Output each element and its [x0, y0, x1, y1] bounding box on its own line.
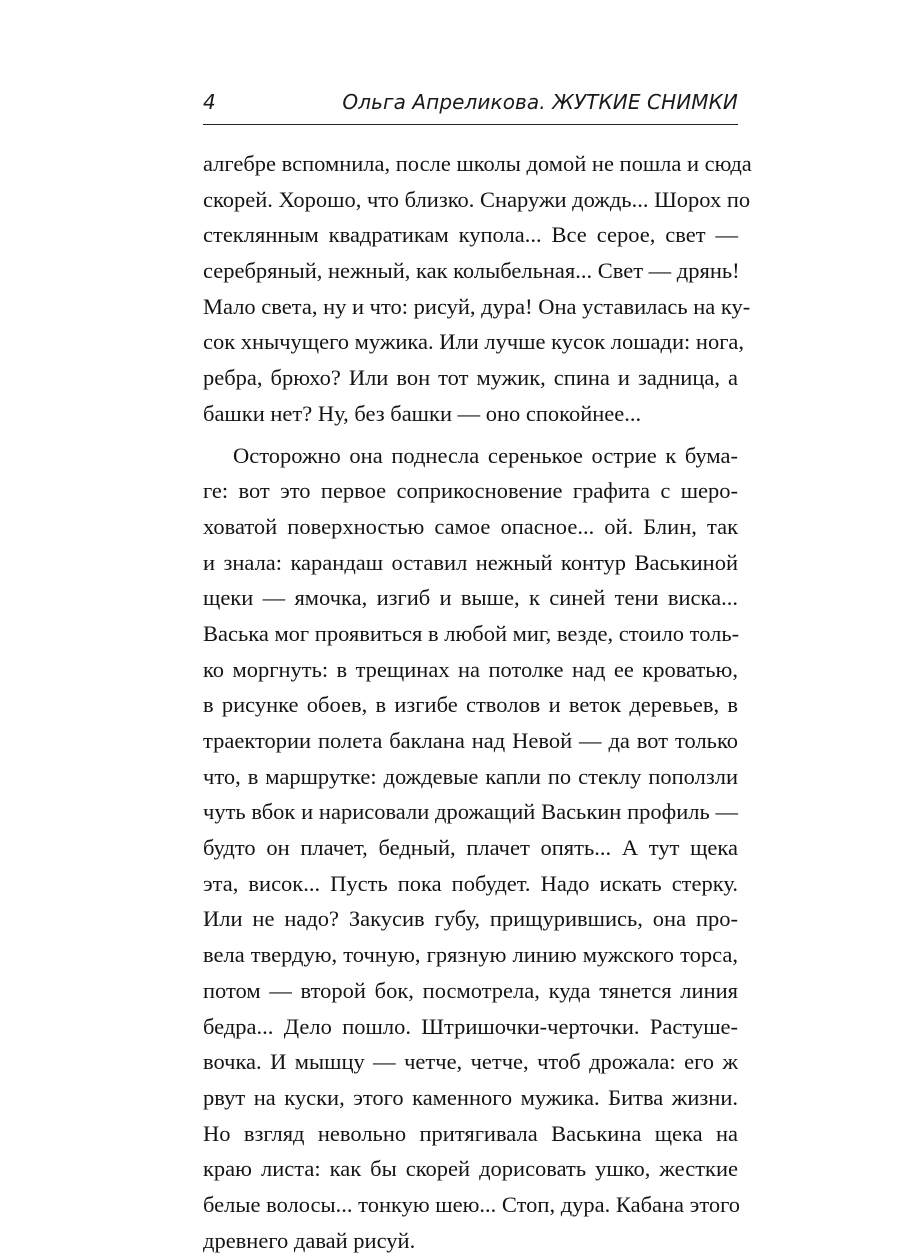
text-line: стеклянным квадратикам купола... Все серое, свет —	[203, 217, 738, 253]
text-line: древнего давай рисуй.	[203, 1223, 738, 1258]
text-line: алгебре вспомнила, после школы домой не пошла и сюда	[203, 146, 738, 182]
text-line: серебряный, нежный, как колыбельная... Свет — дрянь!	[203, 253, 738, 289]
text-line: вочка. И мышцу — четче, четче, чтоб дрожала: его ж	[203, 1044, 738, 1080]
text-line: и знала: карандаш оставил нежный контур Васькиной	[203, 545, 738, 581]
text-line: Или не надо? Закусив губу, прищурившись, она про-	[203, 901, 738, 937]
running-head	[203, 84, 738, 122]
text-line: потом — второй бок, посмотрела, куда тянется линия	[203, 973, 738, 1009]
text-line: ко моргнуть: в трещинах на потолке над ее кроватью,	[203, 652, 738, 688]
text-line: чуть вбок и нарисовали дрожащий Васькин профиль —	[203, 794, 738, 830]
text-line: скорей. Хорошо, что близко. Снаружи дождь... Шорох по	[203, 182, 738, 218]
text-line: Но взгляд невольно притягивала Васькина щека на	[203, 1116, 738, 1152]
body-text	[203, 146, 738, 1258]
text-line: вела твердую, точную, грязную линию мужского торса,	[203, 937, 738, 973]
page-number: 4	[203, 90, 216, 114]
running-title: Ольга Апреликова. ЖУТКИЕ СНИМКИ	[342, 90, 738, 114]
paragraph-2	[203, 438, 738, 1258]
text-line: Осторожно она поднесла серенькое острие к бума-	[203, 438, 738, 474]
text-line: башки нет? Ну, без башки — оно спокойнее...	[203, 396, 738, 432]
header-rule	[203, 124, 738, 125]
text-line: Васька мог проявиться в любой миг, везде, стоило толь-	[203, 616, 738, 652]
text-line: эта, висок... Пусть пока побудет. Надо искать стерку.	[203, 866, 738, 902]
paragraph-1	[203, 146, 738, 432]
text-line: будто он плачет, бедный, плачет опять... А тут щека	[203, 830, 738, 866]
text-line: сок хнычущего мужика. Или лучше кусок лошади: нога,	[203, 324, 738, 360]
text-line: щеки — ямочка, изгиб и выше, к синей тени виска...	[203, 580, 738, 616]
text-line: ребра, брюхо? Или вон тот мужик, спина и задница, а	[203, 360, 738, 396]
text-line: Мало света, ну и что: рисуй, дура! Она уставилась на ку-	[203, 289, 738, 325]
text-line: ховатой поверхностью самое опасное... ой. Блин, так	[203, 509, 738, 545]
text-line: белые волосы... тонкую шею... Стоп, дура. Кабана этого	[203, 1187, 738, 1223]
text-line: ге: вот это первое соприкосновение графита с шеро-	[203, 473, 738, 509]
text-line: краю листа: как бы скорей дорисовать ушко, жесткие	[203, 1151, 738, 1187]
text-line: что, в маршрутке: дождевые капли по стеклу поползли	[203, 759, 738, 795]
text-line: рвут на куски, этого каменного мужика. Битва жизни.	[203, 1080, 738, 1116]
text-line: траектории полета баклана над Невой — да вот только	[203, 723, 738, 759]
text-line: в рисунке обоев, в изгибе стволов и веток деревьев, в	[203, 687, 738, 723]
text-line: бедра... Дело пошло. Штришочки-черточки. Растуше-	[203, 1009, 738, 1045]
